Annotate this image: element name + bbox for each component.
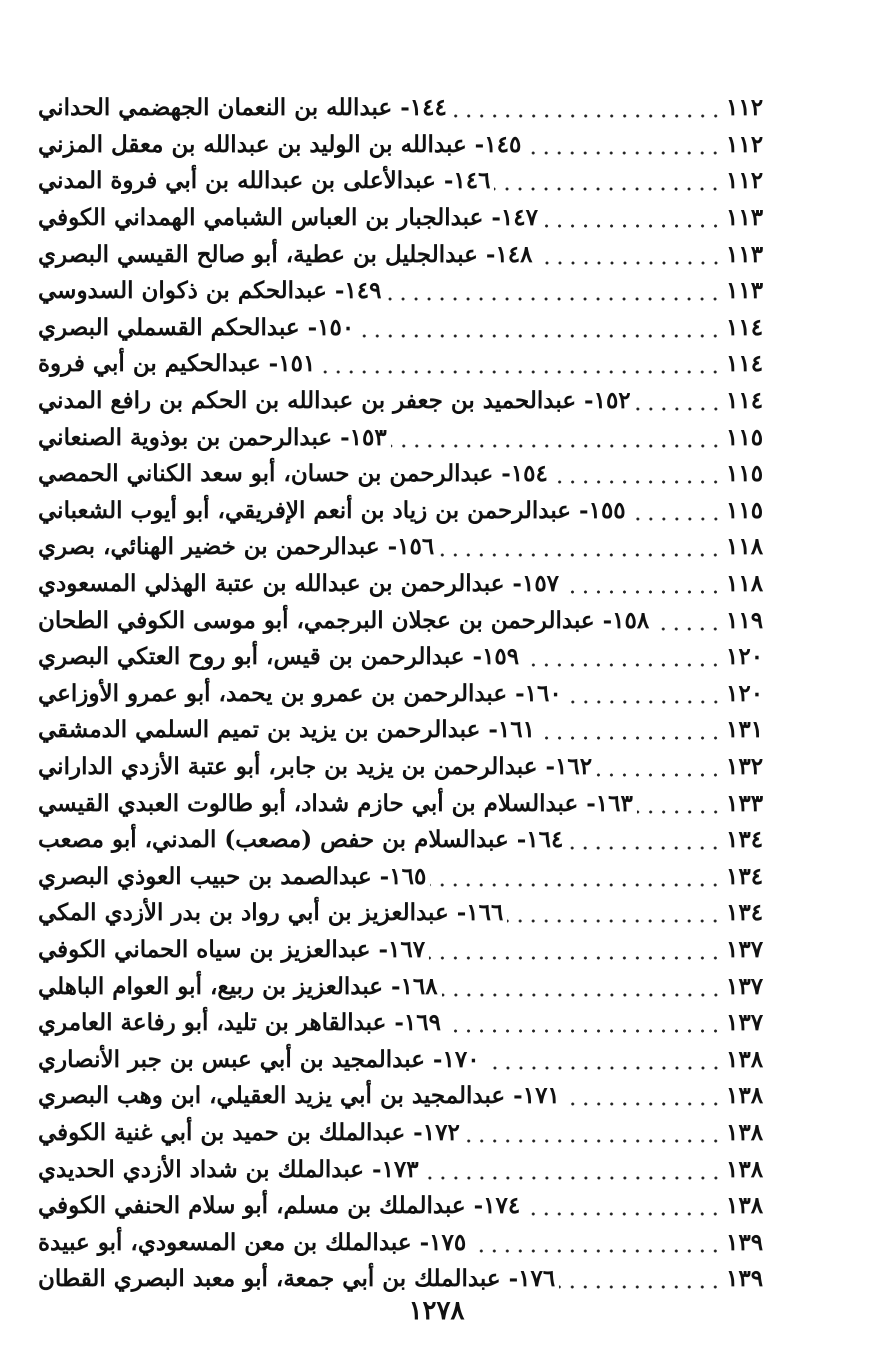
toc-entry: [34, 127, 774, 164]
toc-entry-title: ١٧٢- عبدالملك بن حميد بن أبي غنية الكوفي: [38, 1118, 460, 1146]
toc-entry-title: ١٦١- عبدالرحمن بن يزيد بن تميم السلمي الدمشقي: [38, 716, 535, 744]
dot-leader: [564, 1102, 722, 1106]
toc-entry-page: ١١٢: [726, 94, 764, 122]
toc-entry: [34, 1188, 774, 1225]
toc-entry: [34, 785, 774, 822]
dot-leader: [430, 883, 722, 887]
dot-leader: [470, 1249, 722, 1253]
dot-leader: [525, 151, 722, 155]
dot-leader: [451, 114, 722, 118]
toc-entry: [34, 968, 774, 1005]
toc-entry-page: ١١٥: [726, 496, 764, 524]
toc-entry: [34, 639, 774, 676]
toc-entry-page: ١٣٨: [726, 1045, 764, 1073]
toc-entry-page: ١١٢: [726, 130, 764, 158]
toc-entry: [34, 236, 774, 273]
toc-entry-page: ١١٨: [726, 570, 764, 598]
dot-leader: [552, 480, 722, 484]
toc-entry-title: ١٥٧- عبدالرحمن بن عبدالله بن عتبة الهذلي المسعودي: [38, 570, 560, 598]
dot-leader: [319, 370, 722, 374]
dot-leader: [539, 736, 722, 740]
toc-entry-title: ١٧٥- عبدالملك بن معن المسعودي، أبو عبيدة: [38, 1228, 467, 1256]
dot-leader: [358, 334, 722, 338]
toc-entry-page: ١٣٤: [726, 899, 764, 927]
toc-entry: [34, 1005, 774, 1042]
toc-entry-page: ١٣٣: [726, 789, 764, 817]
toc-entry-page: ١١٤: [726, 350, 764, 378]
dot-leader: [524, 1212, 722, 1216]
toc-entry-title: ١٤٥- عبدالله بن الوليد بن عبدالله بن معقل المزني: [38, 130, 522, 158]
toc-entry-title: ١٥٦- عبدالرحمن بن خضير الهنائي، بصري: [38, 533, 435, 561]
toc-entry-page: ١١٤: [726, 313, 764, 341]
toc-entry: [34, 383, 774, 420]
toc-entry-page: ١٣٩: [726, 1228, 764, 1256]
dot-leader: [423, 1176, 722, 1180]
toc-entry-title: ١٧٤- عبدالملك بن مسلم، أبو سلام الحنفي الكوفي: [38, 1192, 521, 1220]
dot-leader: [494, 187, 722, 191]
toc-entry-page: ١٣٨: [726, 1082, 764, 1110]
toc-entry-title: ١٦٦- عبدالعزيز بن أبي رواد بن بدر الأزدي المكي: [38, 899, 504, 927]
toc-entry-title: ١٥٥- عبدالرحمن بن زياد بن أنعم الإفريقي، أبو أيوب الشعباني: [38, 496, 626, 524]
dot-leader: [507, 919, 722, 923]
dot-leader: [542, 224, 722, 228]
toc-entry-page: ١١٥: [726, 423, 764, 451]
dot-leader: [385, 297, 722, 301]
toc-entry-title: ١٥٨- عبدالرحمن بن عجلان البرجمي، أبو موسى الكوفي الطحان: [38, 606, 650, 634]
toc-entry: [34, 419, 774, 456]
dot-leader: [635, 407, 722, 411]
toc-entry: [34, 273, 774, 310]
toc-entry: [34, 1041, 774, 1078]
toc-entry-page: ١٣٨: [726, 1192, 764, 1220]
toc-entry-title: ١٤٧- عبدالجبار بن العباس الشبامي الهمداني الكوفي: [38, 204, 538, 232]
toc-entry-page: ١٢٠: [726, 679, 764, 707]
dot-leader: [438, 553, 722, 557]
toc-entry-title: ١٥٠- عبدالحكم القسملي البصري: [38, 313, 355, 341]
toc-entry: [34, 1261, 774, 1298]
toc-entry-page: ١٣٧: [726, 972, 764, 1000]
toc-entry: [34, 1151, 774, 1188]
toc-entry-page: ١١٣: [726, 277, 764, 305]
toc-entry-title: ١٦٩- عبدالقاهر بن تليد، أبو رفاعة العامري: [38, 1009, 441, 1037]
toc-entry-title: ١٥٢- عبدالحميد بن جعفر بن عبدالله بن الحكم بن رافع المدني: [38, 387, 631, 415]
toc-entry-page: ١١٥: [726, 460, 764, 488]
dot-leader: [653, 627, 722, 631]
toc-entry-title: ١٤٤- عبدالله بن النعمان الجهضمي الحداني: [38, 94, 447, 122]
dot-leader: [637, 810, 722, 814]
toc-entry-title: ١٧٠- عبدالمجيد بن أبي عبس بن جبر الأنصاري: [38, 1045, 480, 1073]
toc-entry-page: ١٣٨: [726, 1155, 764, 1183]
toc-entry-page: ١١٢: [726, 167, 764, 195]
toc-entry: [34, 493, 774, 530]
toc-entry-page: ١٣٧: [726, 1009, 764, 1037]
toc-entry: [34, 602, 774, 639]
toc-entry-page: ١١٤: [726, 387, 764, 415]
toc-entry-page: ١١٨: [726, 533, 764, 561]
toc-entry-title: ١٧١- عبدالمجيد بن أبي يزيد العقيلي، ابن وهب البصري: [38, 1082, 560, 1110]
toc-entry: [34, 1078, 774, 1115]
toc-entry: [34, 529, 774, 566]
toc-entry: [34, 163, 774, 200]
toc-entry-title: ١٤٦- عبدالأعلى بن عبدالله بن أبي فروة المدني: [38, 167, 491, 195]
dot-leader: [563, 590, 722, 594]
dot-leader: [464, 1139, 722, 1143]
page-number: ١٢٧٨: [408, 1296, 465, 1326]
toc-entry-page: ١٣٢: [726, 752, 764, 780]
table-of-contents: [34, 90, 774, 1298]
dot-leader: [596, 773, 722, 777]
toc-entry-title: ١٦٢- عبدالرحمن بن يزيد بن جابر، أبو عتبة الأزدي الداراني: [38, 752, 593, 780]
dot-leader: [445, 1029, 722, 1033]
toc-entry-page: ١١٣: [726, 204, 764, 232]
toc-entry-title: ١٥٤- عبدالرحمن بن حسان، أبو سعد الكناني الحمصي: [38, 460, 548, 488]
dot-leader: [559, 1285, 722, 1289]
toc-entry-page: ١٣٤: [726, 826, 764, 854]
dot-leader: [523, 663, 722, 667]
toc-entry-page: ١٣٨: [726, 1118, 764, 1146]
toc-entry-title: ١٧٣- عبدالملك بن شداد الأزدي الحديدي: [38, 1155, 419, 1183]
toc-entry-title: ١٦٥- عبدالصمد بن حبيب العوذي البصري: [38, 862, 427, 890]
toc-entry-title: ١٥١- عبدالحكيم بن أبي فروة: [38, 350, 316, 378]
toc-entry: [34, 749, 774, 786]
dot-leader: [442, 993, 722, 997]
toc-entry-page: ١١٣: [726, 240, 764, 268]
toc-entry-page: ١٣١: [726, 716, 764, 744]
toc-entry-page: ١٣٧: [726, 935, 764, 963]
dot-leader: [484, 1066, 722, 1070]
toc-entry: [34, 200, 774, 237]
toc-entry-title: ١٤٩- عبدالحكم بن ذكوان السدوسي: [38, 277, 382, 305]
toc-entry-title: ١٧٦- عبدالملك بن أبي جمعة، أبو معبد البصري القطان: [38, 1265, 556, 1293]
toc-entry: [34, 932, 774, 969]
toc-entry-title: ١٦٣- عبدالسلام بن أبي حازم شداد، أبو طالوت العبدي القيسي: [38, 789, 633, 817]
dot-leader: [567, 846, 722, 850]
dot-leader: [429, 956, 722, 960]
toc-entry: [34, 676, 774, 713]
toc-entry: [34, 566, 774, 603]
toc-entry: [34, 1115, 774, 1152]
toc-entry: [34, 310, 774, 347]
toc-entry-title: ١٤٨- عبدالجليل بن عطية، أبو صالح القيسي البصري: [38, 240, 533, 268]
toc-entry: [34, 858, 774, 895]
toc-entry: [34, 712, 774, 749]
toc-entry-title: ١٦٠- عبدالرحمن بن عمرو بن يحمد، أبو عمرو الأوزاعي: [38, 679, 562, 707]
toc-entry-page: ١١٩: [726, 606, 764, 634]
dot-leader: [630, 517, 722, 521]
toc-entry-page: ١٢٠: [726, 643, 764, 671]
toc-entry-title: ١٦٤- عبدالسلام بن حفص (مصعب) المدني، أبو مصعب: [38, 826, 564, 854]
toc-entry: [34, 90, 774, 127]
toc-entry-title: ١٥٣- عبدالرحمن بن بوذوية الصنعاني: [38, 423, 387, 451]
toc-entry-page: ١٣٤: [726, 862, 764, 890]
dot-leader: [566, 700, 722, 704]
toc-entry: [34, 822, 774, 859]
toc-entry-page: ١٣٩: [726, 1265, 764, 1293]
toc-entry: [34, 456, 774, 493]
toc-entry: [34, 1224, 774, 1261]
toc-entry-title: ١٦٨- عبدالعزيز بن ربيع، أبو العوام الباهلي: [38, 972, 438, 1000]
dot-leader: [391, 444, 722, 448]
toc-entry-title: ١٦٧- عبدالعزيز بن سياه الحماني الكوفي: [38, 935, 426, 963]
dot-leader: [537, 261, 722, 265]
toc-entry: [34, 346, 774, 383]
toc-entry: [34, 895, 774, 932]
toc-entry-title: ١٥٩- عبدالرحمن بن قيس، أبو روح العتكي البصري: [38, 643, 520, 671]
